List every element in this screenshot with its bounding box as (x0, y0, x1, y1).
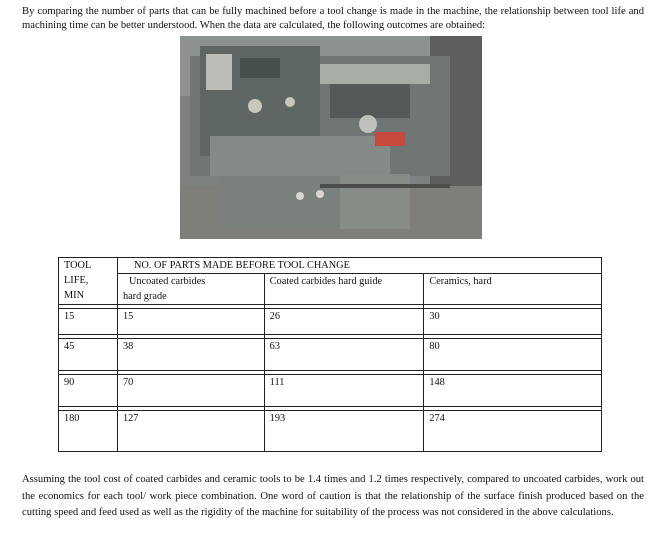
column-header-ceramics: Ceramics, hard (424, 274, 602, 305)
tool-life-header: TOOL LIFE, MIN (59, 258, 118, 305)
group-header: NO. OF PARTS MADE BEFORE TOOL CHANGE (117, 258, 601, 274)
column-header-uncoated: Uncoated carbides hard grade (117, 274, 264, 305)
intro-paragraph: By comparing the number of parts that can be fully machined before a tool change is made in the machine, the relationship between tool life and machining time can be better understood. When the data are calculated, the following outcomes are obtained: (22, 6, 644, 31)
tool-life-table (58, 257, 602, 452)
table-row: 90 70 111 148 (59, 375, 602, 407)
table-row: 15 15 26 30 (59, 309, 602, 335)
table-subheader-row (59, 274, 602, 305)
table-header-row (59, 258, 602, 274)
lathe-machine-photo (180, 36, 482, 239)
column-header-coated: Coated carbides hard guide (264, 274, 424, 305)
table-row: 180 127 193 274 (59, 411, 602, 452)
closing-paragraph: Assuming the tool cost of coated carbides and ceramic tools to be 1.4 times and 1.2 times respectively, compared to uncoated carbides, work out the economics for each tool/ work piece combination. One word of caution is that the relationship of the surface finish produced based on the cutting speed and feed used as well as the rigidity of the machine for suitability of the process was not considered in the above calculations. (22, 474, 644, 518)
table-row: 45 38 63 80 (59, 339, 602, 371)
